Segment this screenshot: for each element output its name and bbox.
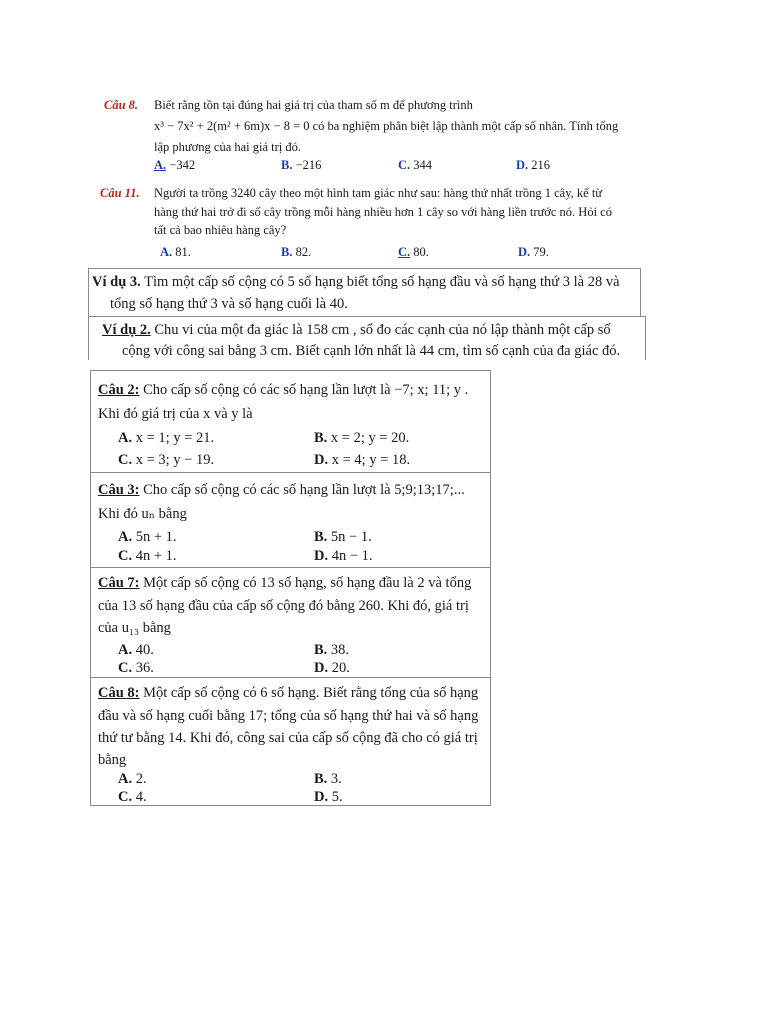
vidu3-line1 — [92, 274, 620, 291]
option-key: D. — [314, 548, 329, 564]
cau8b-line3: thứ tư bằng 14. Khi đó, công sai của cấp số cộng đã cho có giá trị — [98, 730, 478, 746]
question-text: Một cấp số cộng có 6 số hạng. Biết rằng tổng của số hạng — [143, 685, 479, 701]
option-key: B. — [314, 529, 328, 545]
option-d — [314, 789, 343, 806]
option-b — [281, 245, 311, 260]
cau8b-line1 — [98, 685, 478, 702]
option-value: 4n − 1. — [331, 548, 373, 564]
option-c — [118, 548, 177, 565]
option-c — [118, 452, 214, 469]
option-value: −216 — [295, 158, 322, 172]
option-key: A. — [118, 529, 133, 545]
question-label: Câu 7: — [98, 575, 140, 591]
option-a — [118, 642, 154, 659]
divider — [645, 316, 646, 360]
option-value: 2. — [135, 771, 147, 787]
option-key: A. — [160, 245, 173, 259]
example-text: Chu vi của một đa giác là 158 cm , số đo các cạnh của nó lập thành một cấp số — [154, 322, 611, 338]
option-key: C. — [118, 452, 133, 468]
option-value: 5n − 1. — [330, 529, 372, 545]
option-value: 4. — [135, 789, 147, 805]
option-value: 5n + 1. — [135, 529, 177, 545]
vidu3-line2: tổng số hạng thứ 3 và số hạng cuối là 40. — [110, 296, 348, 312]
option-key: A. — [154, 158, 167, 172]
divider — [90, 472, 490, 473]
option-key: A. — [118, 430, 133, 446]
vidu2-line1 — [102, 322, 611, 339]
question-text-line: Người ta trồng 3240 cây theo một hình tam giác như sau: hàng thứ nhất trồng 1 cây, kể từ — [154, 186, 603, 200]
cau3-line1 — [98, 482, 465, 499]
option-a — [118, 771, 147, 788]
option-key: C. — [118, 660, 133, 676]
option-value: 82. — [295, 245, 312, 259]
option-key: B. — [314, 771, 328, 787]
option-value: 344 — [413, 158, 433, 172]
option-c — [118, 789, 147, 806]
question-label: Câu 2: — [98, 382, 140, 398]
cau2-line2: Khi đó giá trị của x và y là — [98, 406, 253, 422]
option-value: 79. — [533, 245, 549, 259]
option-b — [314, 771, 342, 788]
option-value: x = 4; y = 18. — [331, 452, 411, 468]
option-key: D. — [314, 660, 329, 676]
cau7-line2: của 13 số hạng đầu của cấp số cộng đó bằng 260. Khi đó, giá trị — [98, 598, 469, 614]
cau8b-line2: đầu và số hạng cuối bằng 17; tổng của số hạng thứ hai và số hạng — [98, 708, 479, 724]
question-label: Câu 11. — [100, 186, 140, 200]
question-label: Câu 8: — [98, 685, 140, 701]
option-d — [516, 158, 550, 173]
vidu2-line2: cộng với công sai bằng 3 cm. Biết cạnh lớn nhất là 44 cm, tìm số cạnh của đa giác đó. — [122, 343, 621, 359]
option-value: x = 2; y = 20. — [330, 430, 410, 446]
option-d — [518, 245, 549, 260]
question-text-line: lập phương của hai giá trị đó. — [154, 140, 302, 154]
option-value: 216 — [531, 158, 551, 172]
option-c — [398, 245, 429, 260]
cau7-line3: của u₁₃ bằng — [98, 620, 171, 636]
option-a — [118, 529, 177, 546]
question-label: Câu 3: — [98, 482, 140, 498]
option-key: A. — [118, 771, 133, 787]
example-label: Ví dụ 3. — [92, 274, 141, 290]
question-text-line: tất cả bao nhiêu hàng cây? — [154, 223, 287, 237]
option-key: C. — [398, 158, 411, 172]
option-b — [281, 158, 321, 173]
option-value: 81. — [175, 245, 191, 259]
option-value: 20. — [331, 660, 350, 676]
option-d — [314, 548, 373, 565]
option-value: 5. — [331, 789, 343, 805]
option-value: x = 3; y − 19. — [135, 452, 215, 468]
option-value: 40. — [135, 642, 154, 658]
question-text-line: x³ − 7x² + 2(m² + 6m)x − 8 = 0 có ba nghiệm phân biệt lập thành một cấp số nhân. Tính tổng — [154, 119, 619, 133]
option-value: 3. — [330, 771, 342, 787]
option-key: D. — [314, 789, 329, 805]
option-a — [160, 245, 191, 260]
option-key: B. — [314, 430, 328, 446]
option-key: A. — [118, 642, 133, 658]
question-text: Cho cấp số cộng có các số hạng lần lượt là −7; x; 11; y . — [143, 382, 469, 398]
option-c — [118, 660, 154, 677]
option-key: B. — [314, 642, 328, 658]
cau7-line1 — [98, 575, 471, 592]
question-label: Câu 8. — [104, 98, 139, 112]
example-text: Tìm một cấp số cộng có 5 số hạng biết tổng số hạng đầu và số hạng thứ 3 là 28 và — [144, 274, 620, 290]
option-value: 4n + 1. — [135, 548, 177, 564]
option-b — [314, 430, 409, 447]
cau2-line1 — [98, 382, 468, 399]
option-value: −342 — [169, 158, 196, 172]
question-text-line: Biết rằng tồn tại đúng hai giá trị của tham số m để phương trình — [154, 98, 473, 112]
option-key: C. — [118, 789, 133, 805]
option-d — [314, 452, 410, 469]
option-value: 38. — [330, 642, 350, 658]
option-c — [398, 158, 432, 173]
question-text: Cho cấp số cộng có các số hạng lần lượt là 5;9;13;17;... — [143, 482, 465, 498]
option-a — [118, 430, 214, 447]
option-a — [154, 158, 195, 173]
cau8b-line4: bằng — [98, 752, 127, 768]
divider — [88, 316, 89, 360]
divider — [88, 316, 646, 317]
option-b — [314, 642, 349, 659]
option-key: B. — [281, 158, 293, 172]
cau3-line2: Khi đó uₙ bằng — [98, 506, 187, 522]
option-value: x = 1; y = 21. — [135, 430, 215, 446]
option-key: D. — [516, 158, 529, 172]
divider — [90, 677, 490, 678]
option-key: C. — [118, 548, 133, 564]
option-key: D. — [314, 452, 329, 468]
divider — [640, 268, 641, 316]
question-text-line: hàng thứ hai trở đi số cây trồng mỗi hàng nhiều hơn 1 cây so với hàng liền trước nó. Hỏi có — [154, 205, 612, 219]
example-label: Ví dụ 2. — [102, 322, 151, 338]
option-d — [314, 660, 350, 677]
option-value: 80. — [413, 245, 429, 259]
option-key: C. — [398, 245, 411, 259]
divider — [88, 268, 640, 269]
question-text: Một cấp số cộng có 13 số hạng, số hạng đầu là 2 và tổng — [143, 575, 472, 591]
divider — [88, 268, 89, 316]
option-key: D. — [518, 245, 531, 259]
option-key: B. — [281, 245, 293, 259]
option-value: 36. — [135, 660, 154, 676]
divider — [90, 567, 490, 568]
option-b — [314, 529, 372, 546]
